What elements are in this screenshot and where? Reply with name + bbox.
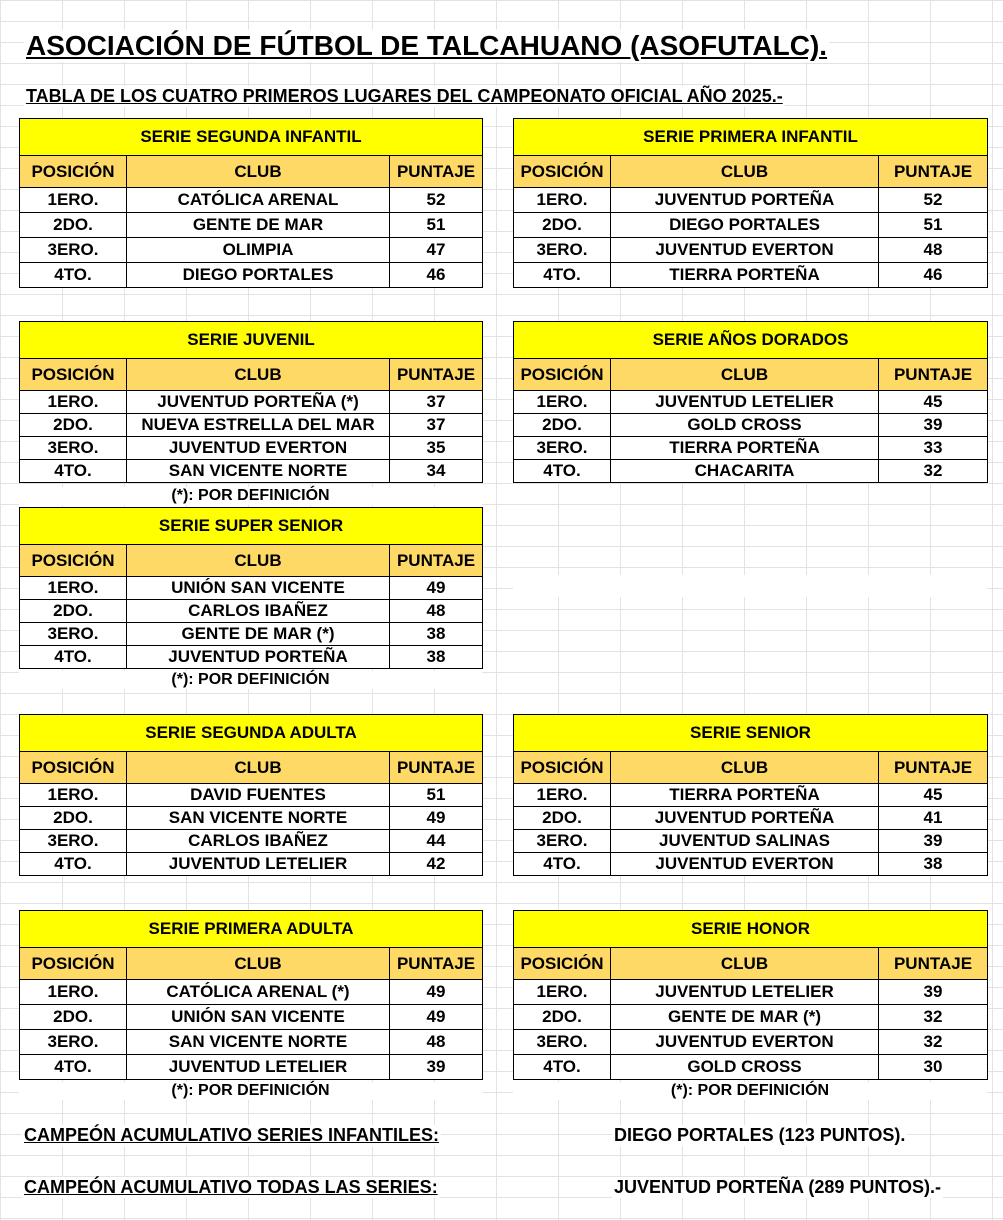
- column-header-score: PUNTAJE: [390, 948, 483, 980]
- club-cell: CATÓLICA ARENAL: [127, 188, 390, 213]
- champion-todas-value: JUVENTUD PORTEÑA (289 PUNTOS).-: [614, 1177, 942, 1197]
- position-cell: 3ERO.: [514, 238, 611, 263]
- score-cell: 34: [390, 460, 483, 483]
- table-header-row: [514, 752, 988, 784]
- blank-area: [513, 575, 987, 597]
- table-row: [20, 391, 483, 414]
- score-cell: 37: [390, 391, 483, 414]
- score-cell: 32: [879, 460, 988, 483]
- champion-infantiles-label: CAMPEÓN ACUMULATIVO SERIES INFANTILES:: [24, 1125, 440, 1145]
- score-cell: 49: [390, 1005, 483, 1030]
- club-cell: GOLD CROSS: [611, 1055, 879, 1080]
- column-header-score: PUNTAJE: [879, 948, 988, 980]
- table-super-senior: [19, 507, 483, 669]
- position-cell: 4TO.: [514, 853, 611, 876]
- table-row: [514, 784, 988, 807]
- table-row: [514, 853, 988, 876]
- score-cell: 46: [879, 263, 988, 288]
- club-cell: TIERRA PORTEÑA: [611, 784, 879, 807]
- table-header-row: [514, 156, 988, 188]
- score-cell: 37: [390, 414, 483, 437]
- table-row: [20, 1055, 483, 1080]
- position-cell: 2DO.: [514, 414, 611, 437]
- table-row: [514, 437, 988, 460]
- club-cell: CARLOS IBAÑEZ: [127, 600, 390, 623]
- club-cell: JUVENTUD PORTEÑA: [611, 807, 879, 830]
- table-senior: [513, 714, 988, 876]
- column-header-club: CLUB: [611, 948, 879, 980]
- table-row: [20, 784, 483, 807]
- position-cell: 3ERO.: [20, 830, 127, 853]
- table-row: [20, 460, 483, 483]
- table-row: [20, 980, 483, 1005]
- position-cell: 3ERO.: [514, 1030, 611, 1055]
- position-cell: 3ERO.: [514, 830, 611, 853]
- score-cell: 35: [390, 437, 483, 460]
- column-header-club: CLUB: [611, 752, 879, 784]
- score-cell: 38: [879, 853, 988, 876]
- table-header-row: [20, 545, 483, 577]
- club-cell: DIEGO PORTALES: [127, 263, 390, 288]
- score-cell: 32: [879, 1005, 988, 1030]
- table-row: [514, 980, 988, 1005]
- club-cell: CATÓLICA ARENAL (*): [127, 980, 390, 1005]
- position-cell: 2DO.: [514, 1005, 611, 1030]
- position-cell: 3ERO.: [514, 437, 611, 460]
- position-cell: 1ERO.: [514, 188, 611, 213]
- position-cell: 1ERO.: [20, 784, 127, 807]
- score-cell: 45: [879, 391, 988, 414]
- club-cell: JUVENTUD LETELIER: [611, 391, 879, 414]
- page-subtitle: TABLA DE LOS CUATRO PRIMEROS LUGARES DEL CAMPEONATO OFICIAL AÑO 2025.-: [26, 86, 783, 106]
- table-title: SERIE AÑOS DORADOS: [514, 322, 988, 359]
- club-cell: GOLD CROSS: [611, 414, 879, 437]
- column-header-position: POSICIÓN: [514, 156, 611, 188]
- score-cell: 39: [879, 830, 988, 853]
- position-cell: 4TO.: [20, 460, 127, 483]
- score-cell: 51: [390, 784, 483, 807]
- position-cell: 1ERO.: [20, 980, 127, 1005]
- champion-infantiles-value: DIEGO PORTALES (123 PUNTOS).: [614, 1125, 906, 1145]
- column-header-position: POSICIÓN: [20, 948, 127, 980]
- table-row: [514, 213, 988, 238]
- table-row: [20, 1030, 483, 1055]
- score-cell: 49: [390, 807, 483, 830]
- score-cell: 33: [879, 437, 988, 460]
- club-cell: CHACARITA: [611, 460, 879, 483]
- club-cell: SAN VICENTE NORTE: [127, 460, 390, 483]
- score-cell: 48: [390, 1030, 483, 1055]
- table-title: SERIE SENIOR: [514, 715, 988, 752]
- table-row: [20, 623, 483, 646]
- table-row: [514, 1030, 988, 1055]
- table-row: [20, 1005, 483, 1030]
- club-cell: JUVENTUD EVERTON: [127, 437, 390, 460]
- position-cell: 2DO.: [20, 414, 127, 437]
- score-cell: 48: [879, 238, 988, 263]
- column-header-score: PUNTAJE: [879, 156, 988, 188]
- club-cell: JUVENTUD SALINAS: [611, 830, 879, 853]
- column-header-club: CLUB: [611, 359, 879, 391]
- table-segunda-adulta: [19, 714, 483, 876]
- club-cell: JUVENTUD LETELIER: [127, 853, 390, 876]
- column-header-score: PUNTAJE: [390, 359, 483, 391]
- club-cell: JUVENTUD LETELIER: [127, 1055, 390, 1080]
- position-cell: 2DO.: [514, 807, 611, 830]
- table-primera-infantil: [513, 118, 988, 288]
- column-header-position: POSICIÓN: [20, 359, 127, 391]
- table-title: SERIE SUPER SENIOR: [20, 508, 483, 545]
- club-cell: DIEGO PORTALES: [611, 213, 879, 238]
- table-row: [20, 238, 483, 263]
- score-cell: 52: [390, 188, 483, 213]
- club-cell: GENTE DE MAR (*): [127, 623, 390, 646]
- score-cell: 44: [390, 830, 483, 853]
- position-cell: 2DO.: [20, 807, 127, 830]
- position-cell: 3ERO.: [20, 238, 127, 263]
- table-anos-dorados: [513, 321, 988, 483]
- table-row: [514, 1055, 988, 1080]
- table-header-row: [20, 359, 483, 391]
- club-cell: OLIMPIA: [127, 238, 390, 263]
- club-cell: DAVID FUENTES: [127, 784, 390, 807]
- position-cell: 1ERO.: [514, 784, 611, 807]
- table-title: SERIE SEGUNDA INFANTIL: [20, 119, 483, 156]
- table-title: SERIE HONOR: [514, 911, 988, 948]
- table-row: [20, 414, 483, 437]
- table-header-row: [20, 752, 483, 784]
- table-juvenil: [19, 321, 483, 483]
- column-header-club: CLUB: [611, 156, 879, 188]
- position-cell: 4TO.: [20, 646, 127, 669]
- position-cell: 3ERO.: [20, 623, 127, 646]
- club-cell: UNIÓN SAN VICENTE: [127, 577, 390, 600]
- column-header-position: POSICIÓN: [514, 948, 611, 980]
- position-cell: 3ERO.: [20, 437, 127, 460]
- position-cell: 1ERO.: [514, 980, 611, 1005]
- table-row: [20, 188, 483, 213]
- club-cell: JUVENTUD PORTEÑA (*): [127, 391, 390, 414]
- column-header-score: PUNTAJE: [390, 156, 483, 188]
- club-cell: UNIÓN SAN VICENTE: [127, 1005, 390, 1030]
- column-header-club: CLUB: [127, 359, 390, 391]
- table-title: SERIE PRIMERA ADULTA: [20, 911, 483, 948]
- club-cell: JUVENTUD LETELIER: [611, 980, 879, 1005]
- club-cell: JUVENTUD PORTEÑA: [127, 646, 390, 669]
- table-row: [20, 830, 483, 853]
- note-juvenil: (*): POR DEFINICIÓN: [19, 487, 482, 505]
- column-header-position: POSICIÓN: [20, 156, 127, 188]
- column-header-position: POSICIÓN: [514, 752, 611, 784]
- position-cell: 2DO.: [20, 600, 127, 623]
- column-header-position: POSICIÓN: [514, 359, 611, 391]
- score-cell: 51: [390, 213, 483, 238]
- score-cell: 32: [879, 1030, 988, 1055]
- table-row: [514, 807, 988, 830]
- table-primera-adulta: [19, 910, 483, 1080]
- table-title: SERIE SEGUNDA ADULTA: [20, 715, 483, 752]
- position-cell: 2DO.: [514, 213, 611, 238]
- table-header-row: [20, 156, 483, 188]
- column-header-score: PUNTAJE: [390, 752, 483, 784]
- page-title: ASOCIACIÓN DE FÚTBOL DE TALCAHUANO (ASOFUTALC).: [26, 30, 828, 61]
- club-cell: TIERRA PORTEÑA: [611, 437, 879, 460]
- column-header-club: CLUB: [127, 545, 390, 577]
- score-cell: 39: [390, 1055, 483, 1080]
- score-cell: 46: [390, 263, 483, 288]
- column-header-position: POSICIÓN: [20, 545, 127, 577]
- column-header-club: CLUB: [127, 156, 390, 188]
- score-cell: 51: [879, 213, 988, 238]
- table-row: [514, 830, 988, 853]
- club-cell: CARLOS IBAÑEZ: [127, 830, 390, 853]
- position-cell: 3ERO.: [20, 1030, 127, 1055]
- club-cell: GENTE DE MAR (*): [611, 1005, 879, 1030]
- table-row: [514, 238, 988, 263]
- club-cell: JUVENTUD EVERTON: [611, 853, 879, 876]
- position-cell: 1ERO.: [20, 391, 127, 414]
- club-cell: NUEVA ESTRELLA DEL MAR: [127, 414, 390, 437]
- score-cell: 42: [390, 853, 483, 876]
- table-row: [20, 263, 483, 288]
- table-row: [20, 437, 483, 460]
- table-honor: [513, 910, 988, 1080]
- score-cell: 47: [390, 238, 483, 263]
- column-header-score: PUNTAJE: [879, 359, 988, 391]
- table-row: [514, 414, 988, 437]
- club-cell: GENTE DE MAR: [127, 213, 390, 238]
- score-cell: 48: [390, 600, 483, 623]
- table-row: [20, 600, 483, 623]
- champion-todas-label: CAMPEÓN ACUMULATIVO TODAS LAS SERIES:: [24, 1177, 438, 1197]
- table-title: SERIE JUVENIL: [20, 322, 483, 359]
- club-cell: SAN VICENTE NORTE: [127, 807, 390, 830]
- table-row: [20, 853, 483, 876]
- position-cell: 1ERO.: [514, 391, 611, 414]
- column-header-club: CLUB: [127, 752, 390, 784]
- table-title: SERIE PRIMERA INFANTIL: [514, 119, 988, 156]
- score-cell: 49: [390, 980, 483, 1005]
- position-cell: 4TO.: [20, 1055, 127, 1080]
- column-header-position: POSICIÓN: [20, 752, 127, 784]
- table-row: [20, 646, 483, 669]
- table-row: [20, 213, 483, 238]
- position-cell: 4TO.: [20, 853, 127, 876]
- score-cell: 38: [390, 646, 483, 669]
- score-cell: 39: [879, 414, 988, 437]
- club-cell: TIERRA PORTEÑA: [611, 263, 879, 288]
- club-cell: SAN VICENTE NORTE: [127, 1030, 390, 1055]
- position-cell: 4TO.: [514, 263, 611, 288]
- position-cell: 4TO.: [514, 1055, 611, 1080]
- table-header-row: [514, 359, 988, 391]
- club-cell: JUVENTUD EVERTON: [611, 1030, 879, 1055]
- position-cell: 1ERO.: [20, 188, 127, 213]
- position-cell: 2DO.: [20, 1005, 127, 1030]
- table-header-row: [514, 948, 988, 980]
- note-super-senior: (*): POR DEFINICIÓN: [19, 671, 482, 689]
- column-header-club: CLUB: [127, 948, 390, 980]
- score-cell: 45: [879, 784, 988, 807]
- position-cell: 4TO.: [20, 263, 127, 288]
- score-cell: 38: [390, 623, 483, 646]
- score-cell: 52: [879, 188, 988, 213]
- score-cell: 41: [879, 807, 988, 830]
- position-cell: 2DO.: [20, 213, 127, 238]
- table-row: [20, 577, 483, 600]
- table-row: [514, 391, 988, 414]
- column-header-score: PUNTAJE: [879, 752, 988, 784]
- table-header-row: [20, 948, 483, 980]
- club-cell: JUVENTUD EVERTON: [611, 238, 879, 263]
- table-row: [514, 188, 988, 213]
- column-header-score: PUNTAJE: [390, 545, 483, 577]
- table-row: [514, 1005, 988, 1030]
- position-cell: 1ERO.: [20, 577, 127, 600]
- note-primera-adulta: (*): POR DEFINICIÓN: [19, 1082, 482, 1100]
- position-cell: 4TO.: [514, 460, 611, 483]
- table-segunda-infantil: [19, 118, 483, 288]
- score-cell: 39: [879, 980, 988, 1005]
- club-cell: JUVENTUD PORTEÑA: [611, 188, 879, 213]
- note-honor: (*): POR DEFINICIÓN: [513, 1082, 987, 1100]
- table-row: [514, 460, 988, 483]
- table-row: [20, 807, 483, 830]
- score-cell: 49: [390, 577, 483, 600]
- table-row: [514, 263, 988, 288]
- score-cell: 30: [879, 1055, 988, 1080]
